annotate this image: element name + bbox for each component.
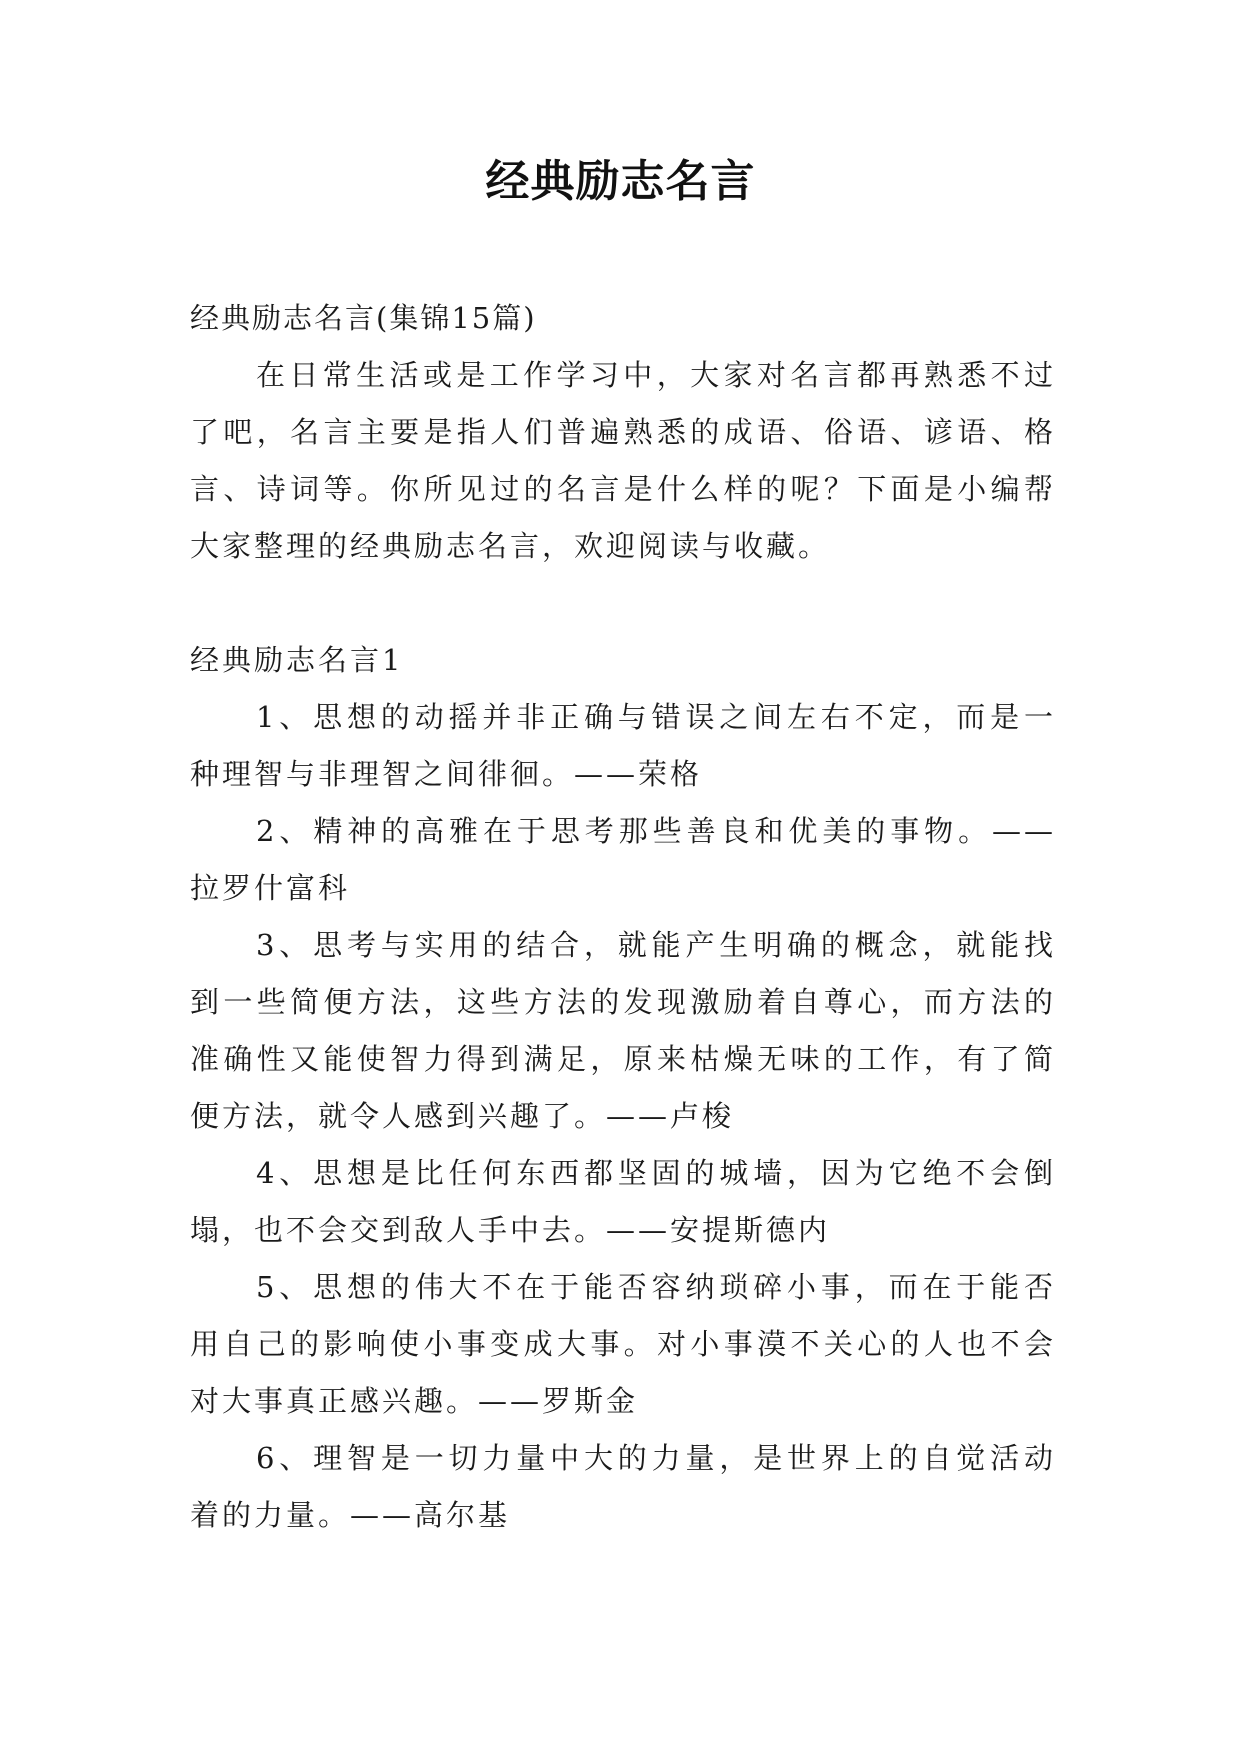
quote-line: 4、思想是比任何东西都坚固的城墙，因为它绝不会倒: [256, 1156, 1056, 1190]
quote-line: 对大事真正感兴趣。——罗斯金: [190, 1384, 639, 1418]
quote-item: [190, 1259, 1056, 1430]
intro-line: 在日常生活或是工作学习中，大家对名言都再熟悉不过: [256, 358, 1056, 392]
quote-item: [190, 803, 1056, 917]
document-body: [190, 290, 1056, 1544]
quote-line: 5、思想的伟大不在于能否容纳琐碎小事，而在于能否: [256, 1270, 1056, 1304]
quote-item: [190, 1145, 1056, 1259]
quote-item: [190, 689, 1056, 803]
document-subtitle: 经典励志名言(集锦15篇): [190, 301, 537, 335]
paragraph-spacer: [190, 575, 1056, 632]
intro-line: 言、诗词等。你所见过的名言是什么样的呢？下面是小编帮: [190, 472, 1056, 506]
quote-line: 拉罗什富科: [190, 871, 351, 905]
quote-item: [190, 1430, 1056, 1544]
intro-line: 了吧，名言主要是指人们普遍熟悉的成语、俗语、谚语、格: [190, 415, 1056, 449]
quote-item: [190, 917, 1056, 1145]
quote-line: 到一些简便方法，这些方法的发现激励着自尊心，而方法的: [190, 985, 1056, 1019]
quote-line: 准确性又能使智力得到满足，原来枯燥无味的工作，有了简: [190, 1042, 1056, 1076]
quote-line: 3、思考与实用的结合，就能产生明确的概念，就能找: [256, 928, 1056, 962]
document-title: 经典励志名言: [485, 156, 756, 207]
quote-line: 塌，也不会交到敌人手中去。——安提斯德内: [190, 1213, 831, 1247]
quote-line: 2、精神的高雅在于思考那些善良和优美的事物。——: [256, 814, 1056, 848]
section-heading: 经典励志名言1: [190, 643, 404, 677]
quote-line: 6、理智是一切力量中大的力量，是世界上的自觉活动: [256, 1441, 1056, 1475]
intro-line: 大家整理的经典励志名言，欢迎阅读与收藏。: [190, 529, 831, 563]
quote-line: 着的力量。——高尔基: [190, 1498, 511, 1532]
quote-line: 用自己的影响使小事变成大事。对小事漠不关心的人也不会: [190, 1327, 1056, 1361]
intro-paragraph: [190, 347, 1056, 575]
quote-line: 种理智与非理智之间徘徊。——荣格: [190, 757, 703, 791]
quote-line: 1、思想的动摇并非正确与错误之间左右不定，而是一: [256, 700, 1056, 734]
quote-line: 便方法，就令人感到兴趣了。——卢梭: [190, 1099, 735, 1133]
